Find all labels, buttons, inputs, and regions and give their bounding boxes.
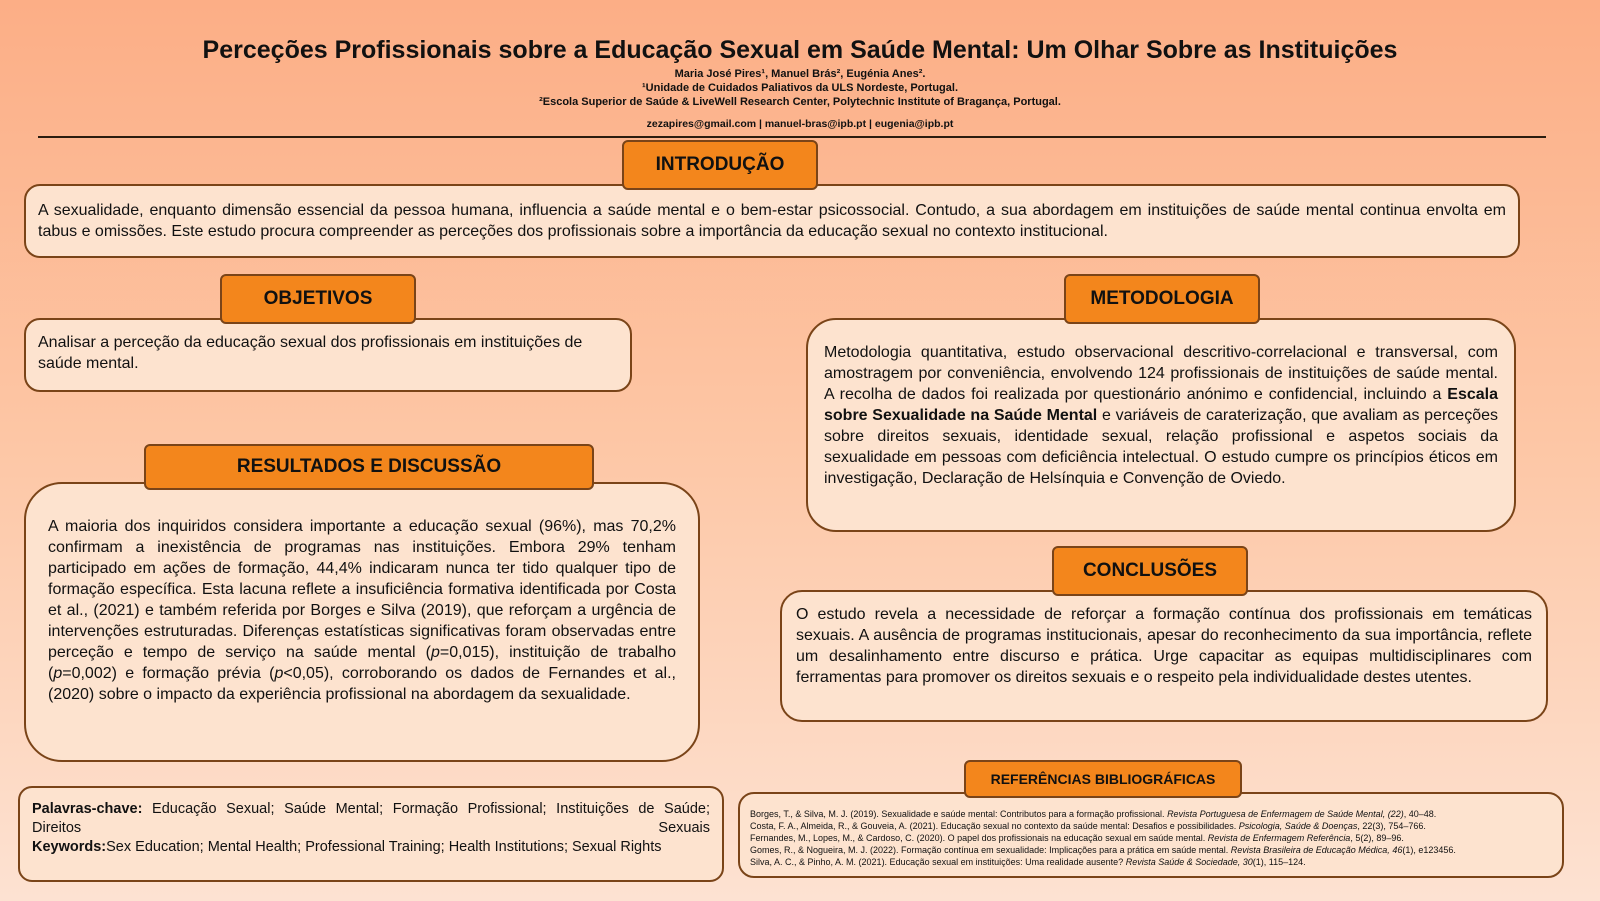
introducao-box [24, 184, 1520, 258]
keywords-box [18, 786, 724, 882]
referencias-heading: REFERÊNCIAS BIBLIOGRÁFICAS [964, 760, 1242, 798]
author-emails: zezapires@gmail.com | manuel-bras@ipb.pt | eugenia@ipb.pt [646, 118, 954, 130]
poster-title: Perceções Profissionais sobre a Educação Sexual em Saúde Mental: Um Olhar Sobre as Instituições [202, 36, 1398, 64]
metodologia-text: Metodologia quantitativa, estudo observacional descritivo-correlacional e transversal, com amostragem por conveniência, envolvendo 124 profissionais de instituições de saúde mental. A recolha de dados foi realizada por questionário anónimo e confidencial, incluindo a Escala sobre Sexualidade na Saúde Mental e variáveis de caraterização, que avaliam as perceções sobre direitos sexuais, identidade sexual, relação profissional e aspetos sociais da sexualidade em pessoas com deficiência intelectual. O estudo cumpre os princípios éticos em investigação, Declaração de Helsínquia e Convenção de Oviedo. [824, 344, 1498, 487]
objetivos-heading: OBJETIVOS [220, 274, 416, 324]
conclusoes-heading: CONCLUSÕES [1052, 546, 1248, 596]
resultados-heading: RESULTADOS E DISCUSSÃO [144, 444, 594, 490]
introducao-text: A sexualidade, enquanto dimensão essencial da pessoa humana, influencia a saúde mental e o bem-estar psicossocial. Contudo, a sua abordagem em instituições de saúde mental continua envolta em tabus e omissões. Este estudo procura compreender as perceções dos profissionais sobre a importância da educação sexual no contexto institucional. [38, 202, 1506, 240]
header-divider [38, 136, 1546, 138]
reference-item: Costa, F. A., Almeida, R., & Gouveia, A. (2021). Educação sexual no contexto da saúde mental: Desafios e possibilidades. Psicologia, Saúde & Doenças, 22(3), 754–766. [750, 821, 1426, 831]
conclusoes-text: O estudo revela a necessidade de reforçar a formação contínua dos profissionais em temáticas sexuais. A ausência de programas institucionais, apesar do reconhecimento da sua importância, reflete um desalinhamento entre discurso e prática. Urge capacitar as equipas multidisciplinares com ferramentas para promover os direitos sexuais e o respeito pela individualidade destes utentes. [796, 606, 1532, 686]
conclusoes-box [780, 590, 1548, 722]
keywords-pt: Palavras-chave: Educação Sexual; Saúde Mental; Formação Profissional; Instituições de Saúde; Direitos Sexuais [32, 801, 710, 836]
reference-item: Fernandes, M., Lopes, M., & Cardoso, C. (2020). O papel dos profissionais na educação sexual em saúde mental. Revista de Enfermagem Referência, 5(2), 89–96. [750, 833, 1404, 843]
affiliation-1: ¹Unidade de Cuidados Paliativos da ULS Nordeste, Portugal. [642, 82, 958, 94]
metodologia-heading: METODOLOGIA [1064, 274, 1260, 324]
objetivos-box [24, 318, 632, 392]
referencias-box [738, 792, 1564, 878]
scale-name: Escala sobre Sexualidade na Saúde Mental [824, 386, 1498, 424]
reference-item: Silva, A. C., & Pinho, A. M. (2021). Educação sexual em instituições: Uma realidade ausente? Revista Saúde & Sociedade, 30(1), 115–124. [750, 857, 1306, 867]
affiliation-2: ²Escola Superior de Saúde & LiveWell Research Center, Polytechnic Institute of Bragança, Portugal. [539, 96, 1061, 108]
objetivos-text: Analisar a perceção da educação sexual dos profissionais em instituições de saúde mental. [38, 334, 583, 372]
metodologia-box [806, 318, 1516, 532]
keywords-en: Keywords:Sex Education; Mental Health; Professional Training; Health Institutions; Sexual Rights [32, 839, 662, 855]
resultados-text: A maioria dos inquiridos considera importante a educação sexual (96%), mas 70,2% confirmam a inexistência de programas nas instituições. Embora 29% tenham participado em ações de formação, 44,4% indicaram nunca ter tido qualquer tipo de formação específica. Esta lacuna reflete a insuficiência formativa identificada por Costa et al., (2021) e também referida por Borges e Silva (2019), que reforçam a urgência de intervenções estruturadas. Diferenças estatísticas significativas foram observadas entre perceção e tempo de serviço na saúde mental (p=0,015), instituição de trabalho (p=0,002) e formação prévia (p<0,05), corroborando os dados de Fernandes et al., (2020) sobre o impacto da experiência profissional na abordagem da sexualidade. [48, 518, 677, 703]
reference-item: Gomes, R., & Nogueira, M. J. (2022). Formação contínua em sexualidade: Implicações para a prática em saúde mental. Revista Brasileira de Educação Médica, 46(1), e123456. [750, 845, 1456, 855]
resultados-box [24, 482, 700, 762]
authors: Maria José Pires¹, Manuel Brás², Eugénia Anes². [674, 68, 926, 80]
introducao-heading: INTRODUÇÃO [622, 140, 818, 190]
reference-item: Borges, T., & Silva, M. J. (2019). Sexualidade e saúde mental: Contributos para a formação profissional. Revista Portuguesa de Enfermagem de Saúde Mental, (22), 40–48. [750, 809, 1437, 819]
